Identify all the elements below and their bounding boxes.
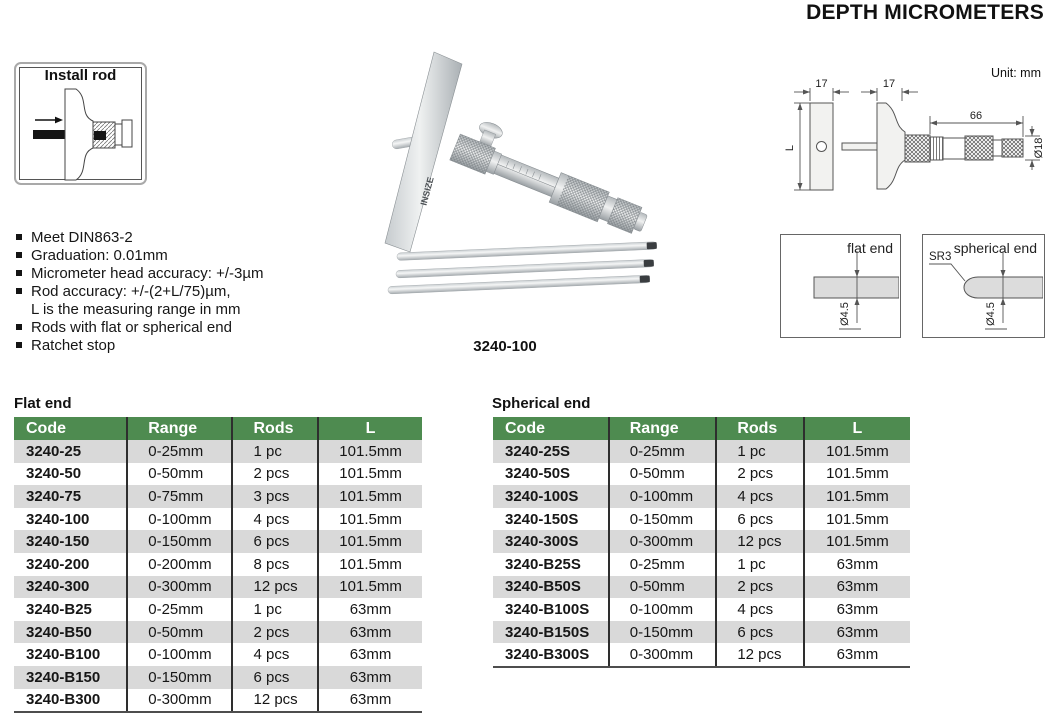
feature-text: Rods with flat or spherical end <box>31 318 232 336</box>
install-rod-diagram <box>16 64 149 187</box>
dim-rod-width: 17 <box>815 78 828 90</box>
bullet-square-icon <box>16 270 22 276</box>
table-cell: 0-25mm <box>610 440 718 463</box>
table-row <box>493 621 910 644</box>
table-cell: 63mm <box>349 623 392 641</box>
table-cell: 0-100mm <box>610 485 718 508</box>
table-cell: 0-150mm <box>610 621 718 644</box>
flat-table-title: Flat end <box>14 395 72 412</box>
column-header: Code <box>493 417 610 440</box>
table-cell: 101.5mm <box>339 465 402 483</box>
table-cell: 0-100mm <box>128 643 233 666</box>
spherical-end-diagram <box>923 235 1043 336</box>
table-cell: 3240-300S <box>493 530 610 553</box>
table-cell: 101.5mm <box>826 442 889 460</box>
flat-end-diagram <box>781 235 899 336</box>
table-cell: 63mm <box>836 578 879 596</box>
table-cell: 101.5mm <box>339 555 402 573</box>
table-row <box>493 598 910 621</box>
table-cell: 63mm <box>349 646 392 664</box>
table-cell: 63mm <box>836 623 879 641</box>
table-row <box>493 553 910 576</box>
flat-end-box <box>780 234 901 338</box>
table-cell: 63mm <box>836 646 879 664</box>
flat-rod-dia: Ø4.5 <box>839 302 851 326</box>
table-cell: 3240-B100S <box>493 598 610 621</box>
dim-thimble-dia: Ø18 <box>1033 137 1045 159</box>
table-cell: 101.5mm <box>826 465 889 483</box>
table-row <box>14 666 422 689</box>
table-row <box>14 576 422 599</box>
feature-text: Meet DIN863-2 <box>31 228 133 246</box>
feature-item <box>14 336 334 354</box>
table-cell: 63mm <box>349 668 392 686</box>
table-cell: 4 pcs <box>233 508 319 531</box>
feature-item <box>14 264 334 282</box>
feature-item <box>14 228 334 246</box>
table-cell: 0-150mm <box>128 530 233 553</box>
cap-step <box>115 124 122 145</box>
table-row <box>14 530 422 553</box>
spherical-table-title: Spherical end <box>492 395 591 412</box>
flat-end-label: flat end <box>847 240 893 256</box>
table-cell: 3240-B100 <box>14 643 128 666</box>
flat-end-table <box>14 417 422 713</box>
table-row <box>493 530 910 553</box>
table-cell: 2 pcs <box>717 463 805 486</box>
table-cell: 3240-25 <box>14 440 128 463</box>
dimension-drawing <box>782 70 1046 210</box>
table-cell: 0-25mm <box>128 598 233 621</box>
table-cell: 0-300mm <box>128 689 233 712</box>
table-row <box>14 598 422 621</box>
table-cell: 3 pcs <box>233 485 319 508</box>
table-cell: 3240-B50 <box>14 621 128 644</box>
table-cell: 12 pcs <box>717 643 805 666</box>
table-cell: 101.5mm <box>826 533 889 551</box>
table-cell: 63mm <box>836 555 879 573</box>
table-cell: 3240-B300S <box>493 643 610 666</box>
table-cell: 3240-B300 <box>14 689 128 712</box>
table-cell: 0-50mm <box>128 621 233 644</box>
install-rod-bar <box>33 130 67 139</box>
feature-text: Ratchet stop <box>31 336 116 354</box>
bullet-square-icon <box>16 288 22 294</box>
table-cell: 0-150mm <box>610 508 718 531</box>
table-cell: 0-75mm <box>128 485 233 508</box>
feature-text: L is the measuring range in mm <box>31 300 241 318</box>
bullet-square-icon <box>16 252 22 258</box>
table-cell: 3240-100S <box>493 485 610 508</box>
table-cell: 6 pcs <box>717 621 805 644</box>
rod-end <box>94 131 106 140</box>
table-cell: 12 pcs <box>233 689 319 712</box>
product-photo <box>330 40 680 340</box>
table-cell: 3240-B150 <box>14 666 128 689</box>
table-cell: 0-25mm <box>610 553 718 576</box>
table-cell: 3240-50 <box>14 463 128 486</box>
table-cell: 0-150mm <box>128 666 233 689</box>
table-cell: 3240-B25 <box>14 598 128 621</box>
table-cell: 0-50mm <box>128 463 233 486</box>
column-header: L <box>365 419 376 437</box>
flat-rod <box>814 277 899 298</box>
table-cell: 2 pcs <box>717 576 805 599</box>
spherical-radius-label: SR3 <box>929 251 952 263</box>
table-cell: 1 pc <box>717 440 805 463</box>
table-cell: 3240-150 <box>14 530 128 553</box>
table-row <box>493 508 910 531</box>
column-header: Rods <box>717 417 805 440</box>
spherical-end-box <box>922 234 1045 338</box>
feature-item <box>14 282 334 300</box>
table-cell: 101.5mm <box>339 578 402 596</box>
table-cell: 101.5mm <box>339 442 402 460</box>
table-cell: 3240-50S <box>493 463 610 486</box>
brand-mark: INSIZE <box>418 175 436 207</box>
table-cell: 101.5mm <box>339 487 402 505</box>
table-cell: 6 pcs <box>233 666 319 689</box>
cap-end <box>122 120 132 147</box>
table-cell: 0-50mm <box>610 463 718 486</box>
column-header: Code <box>14 417 128 440</box>
table-row <box>14 440 422 463</box>
table-cell: 3240-75 <box>14 485 128 508</box>
bullet-square-icon <box>16 342 22 348</box>
table-row <box>493 576 910 599</box>
table-cell: 0-100mm <box>128 508 233 531</box>
column-header: L <box>852 419 863 437</box>
table-cell: 101.5mm <box>826 487 889 505</box>
table-cell: 3240-25S <box>493 440 610 463</box>
table-cell: 63mm <box>836 600 879 618</box>
table-row <box>14 485 422 508</box>
table-row <box>493 485 910 508</box>
table-cell: 0-25mm <box>128 440 233 463</box>
table-row <box>14 689 422 712</box>
table-cell: 63mm <box>349 691 392 709</box>
column-header: Range <box>128 417 233 440</box>
feature-text: Rod accuracy: +/-(2+L/75)µm, <box>31 282 231 300</box>
table-cell: 3240-B25S <box>493 553 610 576</box>
table-cell: 1 pc <box>233 598 319 621</box>
table-cell: 3240-200 <box>14 553 128 576</box>
page-title: DEPTH MICROMETERS <box>806 1 1044 24</box>
table-row <box>493 463 910 486</box>
table-cell: 12 pcs <box>717 530 805 553</box>
feature-item <box>14 246 334 264</box>
feature-item <box>14 300 334 318</box>
dim-base-width: 17 <box>882 78 896 90</box>
table-row <box>493 643 910 666</box>
unit-label: Unit: mm <box>991 66 1041 80</box>
table-cell: 2 pcs <box>233 621 319 644</box>
table-cell: 0-300mm <box>610 530 718 553</box>
drawing-base <box>877 103 905 189</box>
column-header: Rods <box>233 417 319 440</box>
feature-text: Micrometer head accuracy: +/-3µm <box>31 264 264 282</box>
table-cell: 3240-B50S <box>493 576 610 599</box>
table-row <box>14 508 422 531</box>
bullet-square-icon <box>16 324 22 330</box>
install-rod-title: Install rod <box>44 67 117 84</box>
table-row <box>14 463 422 486</box>
table-cell: 1 pc <box>233 440 319 463</box>
spherical-rod-dia: Ø4.5 <box>985 302 997 326</box>
install-arrow-icon <box>35 117 63 124</box>
dim-rod-length: L <box>784 144 796 152</box>
table-cell: 0-200mm <box>128 553 233 576</box>
table-cell: 0-300mm <box>610 643 718 666</box>
table-cell: 6 pcs <box>717 508 805 531</box>
feature-text: Graduation: 0.01mm <box>31 246 168 264</box>
table-cell: 3240-150S <box>493 508 610 531</box>
photo-extension-rod <box>396 259 654 278</box>
dim-sleeve-length: 66 <box>969 110 983 122</box>
micrometer-base-profile <box>65 89 93 180</box>
column-header: Range <box>610 417 718 440</box>
table-cell: 8 pcs <box>233 553 319 576</box>
table-cell: 6 pcs <box>233 530 319 553</box>
table-cell: 0-300mm <box>128 576 233 599</box>
table-cell: 0-100mm <box>610 598 718 621</box>
photo-micrometer-body <box>449 114 658 239</box>
spherical-end-table <box>493 417 910 668</box>
photo-extension-rod <box>397 242 657 261</box>
table-header-row <box>493 417 910 440</box>
table-cell: 12 pcs <box>233 576 319 599</box>
spherical-rod <box>964 277 1043 298</box>
table-row <box>14 643 422 666</box>
product-code-caption: 3240-100 <box>473 338 537 355</box>
table-cell: 0-50mm <box>610 576 718 599</box>
table-cell: 4 pcs <box>717 598 805 621</box>
table-cell: 2 pcs <box>233 463 319 486</box>
table-row <box>14 621 422 644</box>
table-row <box>493 440 910 463</box>
feature-list <box>14 228 334 354</box>
spherical-end-label: spherical end <box>953 240 1037 256</box>
table-cell: 4 pcs <box>717 485 805 508</box>
table-row <box>14 553 422 576</box>
table-cell: 3240-300 <box>14 576 128 599</box>
table-cell: 3240-100 <box>14 508 128 531</box>
feature-item <box>14 318 334 336</box>
table-header-row <box>14 417 422 440</box>
photo-extension-rod <box>388 275 650 294</box>
table-cell: 4 pcs <box>233 643 319 666</box>
table-cell: 101.5mm <box>826 510 889 528</box>
install-rod-box <box>14 62 147 185</box>
photo-base-blade <box>385 52 462 252</box>
bullet-square-icon <box>16 234 22 240</box>
table-cell: 63mm <box>349 600 392 618</box>
table-cell: 1 pc <box>717 553 805 576</box>
table-cell: 101.5mm <box>339 533 402 551</box>
table-cell: 3240-B150S <box>493 621 610 644</box>
table-cell: 101.5mm <box>339 510 402 528</box>
